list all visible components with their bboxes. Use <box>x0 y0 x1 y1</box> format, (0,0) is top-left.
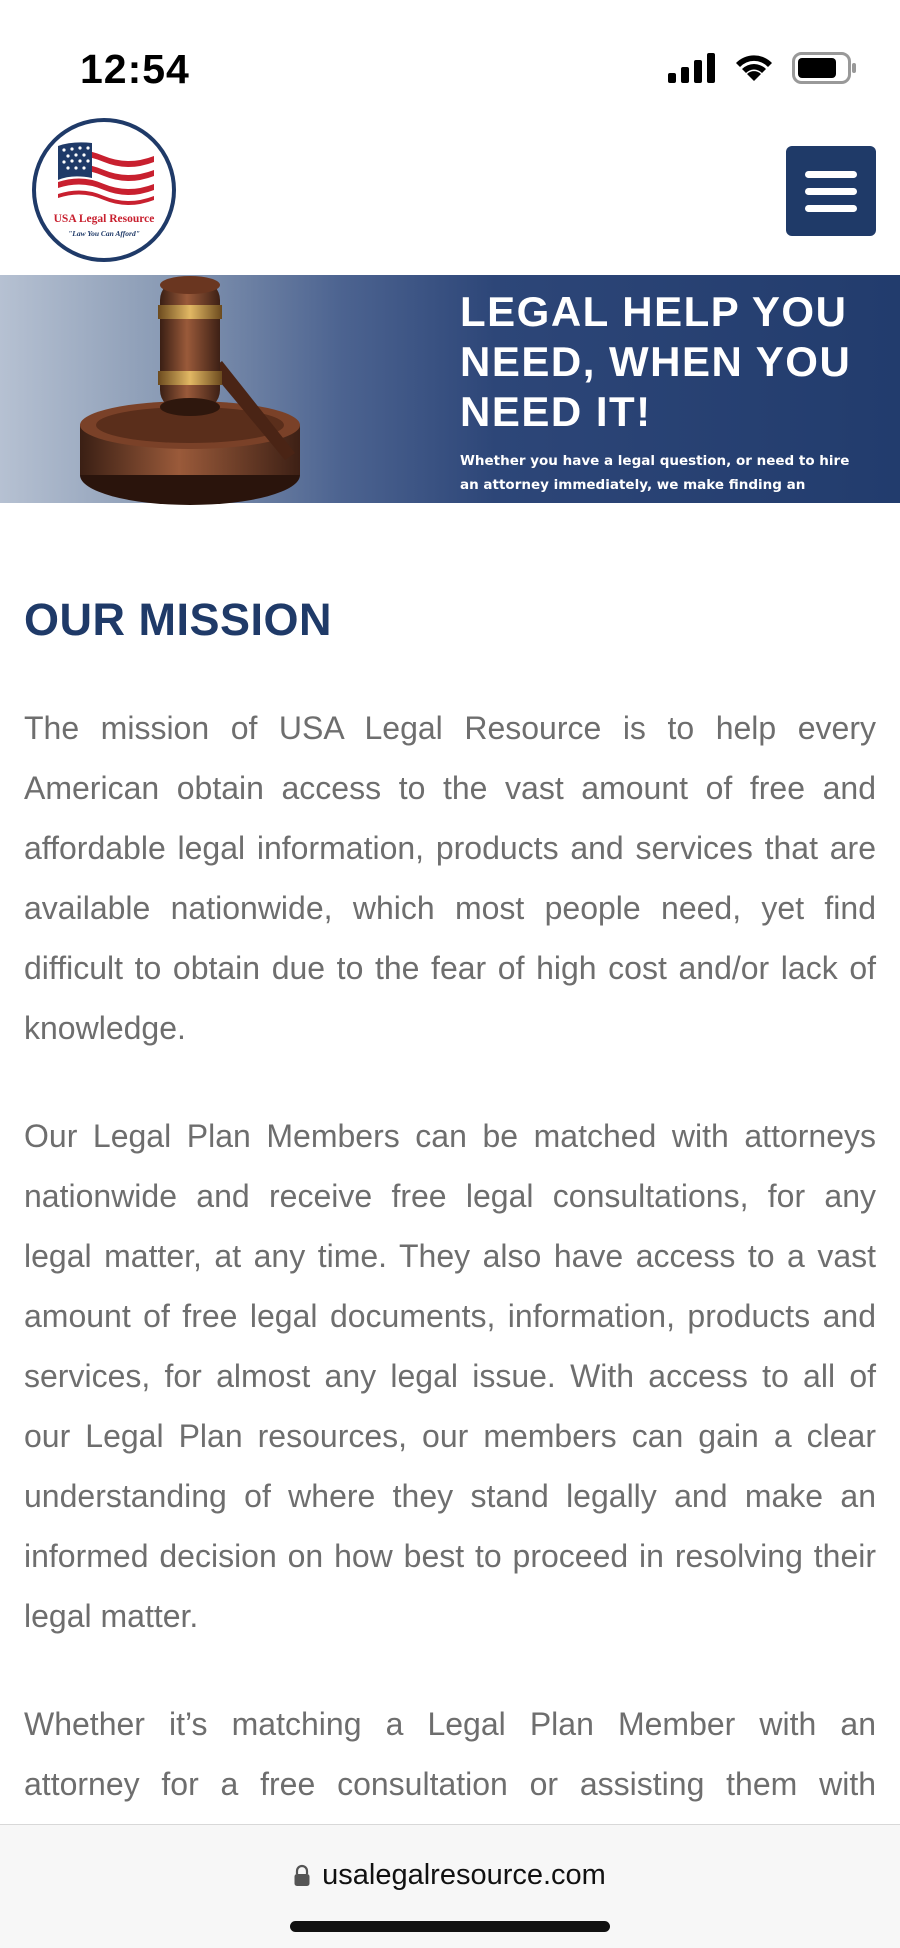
mission-section <box>24 590 876 1814</box>
hamburger-menu-button[interactable] <box>786 146 876 236</box>
site-header <box>0 115 900 275</box>
banner-headline <box>460 287 880 437</box>
signal-icon <box>668 53 716 83</box>
status-time: 12:54 <box>80 46 190 92</box>
banner-headline-line: NEED, WHEN YOU <box>460 338 852 385</box>
battery-icon <box>792 52 858 84</box>
gavel-image <box>80 275 380 503</box>
banner-headline-line: NEED IT! <box>460 388 652 435</box>
usa-legal-resource-logo[interactable] <box>32 118 176 262</box>
logo-name: USA Legal Resource <box>53 213 155 225</box>
banner-subtext: Whether you have a legal question, or need to hire an attorney immediately, we make finding an attorney easy! <box>460 453 850 517</box>
mission-paragraph: Whether it’s matching a Legal Plan Member with an attorney for a free consultation or assisting them with <box>24 1706 876 1802</box>
browser-bottom-bar <box>0 1824 900 1948</box>
hamburger-menu-icon-bar <box>805 188 857 195</box>
wifi-icon <box>734 53 774 83</box>
mission-paragraph: The mission of USA Legal Resource is to help every American obtain access to the vast amount of free and affordable legal information, products and services that are available nationwide, which most people need, yet find difficult to obtain due to the fear of high cost and/or lack of knowledge. <box>24 710 876 1046</box>
logo-tagline: "Law You Can Afford" <box>68 229 140 238</box>
url-text: usalegalresource.com <box>322 1859 606 1891</box>
status-icons <box>668 52 858 84</box>
mission-paragraph: Our Legal Plan Members can be matched with attorneys nationwide and receive free legal consultations, for any legal matter, at any time. They also have access to a vast amount of free legal documents, information, products and services, for almost any legal issue. With access to all of our Legal Plan resources, our members can gain a clear understanding of where they stand legally and make an informed decision on how best to proceed in resolving their legal matter. <box>24 1118 876 1634</box>
lock-icon <box>294 1865 310 1887</box>
banner-headline-line: LEGAL HELP YOU <box>460 288 848 335</box>
banner-text <box>460 287 880 521</box>
mission-title: OUR MISSION <box>24 594 333 645</box>
hero-banner <box>0 275 900 517</box>
hamburger-menu-icon-bar <box>805 205 857 212</box>
hamburger-menu-icon <box>805 171 857 178</box>
status-bar <box>0 0 900 115</box>
address-bar[interactable] <box>0 1859 900 1892</box>
home-indicator[interactable] <box>290 1921 610 1932</box>
